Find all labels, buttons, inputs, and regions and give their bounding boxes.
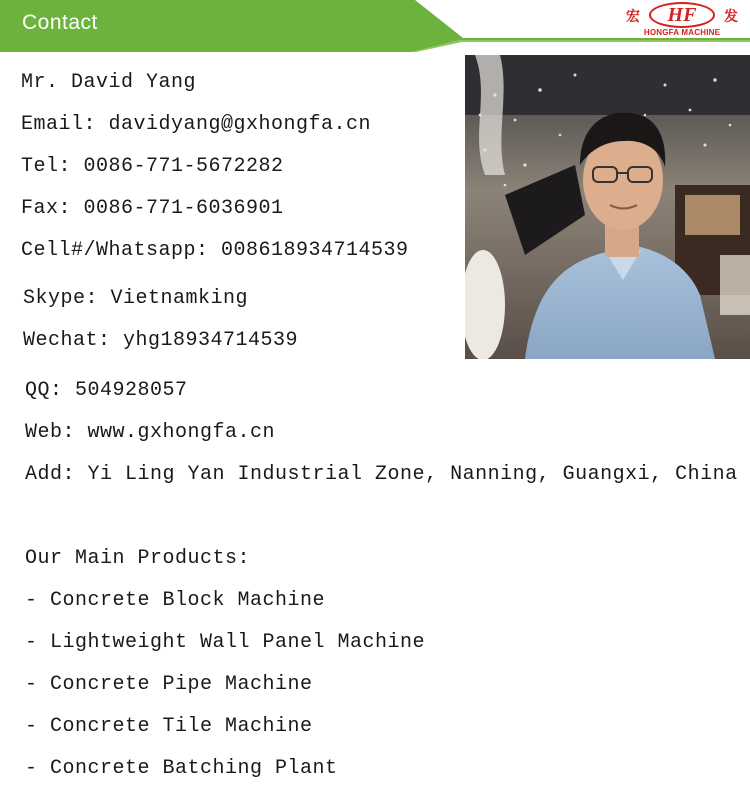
product-item: - Concrete Tile Machine bbox=[25, 715, 313, 738]
logo-subtitle: HONGFA MACHINE bbox=[643, 28, 721, 37]
product-item: - Lightweight Wall Panel Machine bbox=[25, 631, 426, 654]
contact-skype: Skype: Vietnamking bbox=[23, 287, 249, 310]
logo-cn-left: 宏 bbox=[626, 9, 640, 25]
product-item: - Concrete Batching Plant bbox=[25, 757, 338, 780]
product-item: - Concrete Block Machine bbox=[25, 589, 326, 612]
contact-tel: Tel: 0086-771-5672282 bbox=[21, 155, 284, 178]
product-item: - Concrete Pipe Machine bbox=[25, 673, 313, 696]
contact-fax: Fax: 0086-771-6036901 bbox=[21, 197, 284, 220]
logo-cn-right: 发 bbox=[724, 9, 738, 25]
contact-qq: QQ: 504928057 bbox=[25, 379, 188, 402]
products-heading: Our Main Products: bbox=[25, 547, 251, 570]
contact-address: Add: Yi Ling Yan Industrial Zone, Nanning, Guangxi, China bbox=[25, 463, 738, 486]
contact-cell: Cell#/Whatsapp: 008618934714539 bbox=[21, 239, 409, 262]
contact-email: Email: davidyang@gxhongfa.cn bbox=[21, 113, 372, 136]
contact-wechat: Wechat: yhg18934714539 bbox=[23, 329, 299, 352]
contact-web: Web: www.gxhongfa.cn bbox=[25, 421, 276, 444]
contact-header bbox=[0, 0, 750, 52]
contact-name: Mr. David Yang bbox=[21, 71, 197, 94]
header-title: Contact bbox=[22, 11, 98, 34]
contact-photo bbox=[465, 55, 750, 359]
hongfa-logo bbox=[626, 2, 738, 38]
logo-mark: HF bbox=[649, 2, 715, 28]
